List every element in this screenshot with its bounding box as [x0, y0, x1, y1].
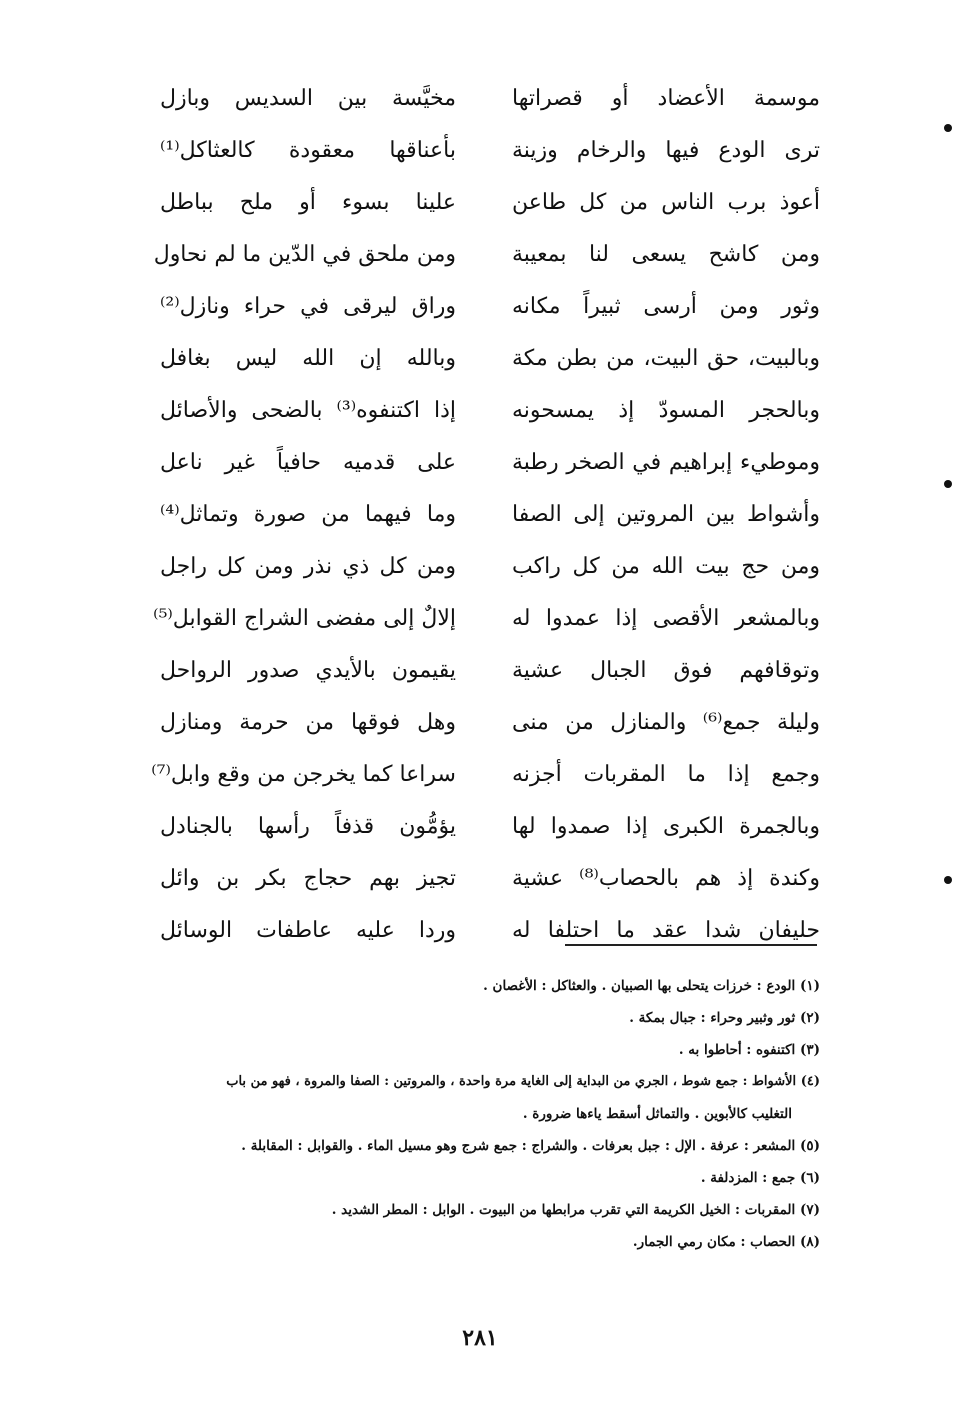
footnote-6: (٦) جمع : المزدلفة . — [700, 1170, 820, 1186]
verse-left-11: إلالٌ إلى مفضى الشراج القوابل⁽⁵⁾ — [153, 606, 456, 631]
verse-right-12: وتوقافهم فوق الجبال عشية — [512, 658, 820, 683]
verse-left-13: وهل فوقها من حرمة ومنازل — [160, 710, 456, 735]
verse-left-2: بأعناقها معقودة كالعثاكل⁽¹⁾ — [160, 138, 456, 163]
footnote-2: (٢) ثور وثبير وحراء : جبال بمكة . — [629, 1010, 820, 1026]
margin-dot — [944, 124, 952, 132]
footnote-4: (٤) الأشواط : جمع شوط ، الجري من البداية إلى الغاية مرة واحدة ، والمروتين : الصفا والمروة ، فهو من باب — [226, 1074, 820, 1089]
verse-right-11: وبالمشعر الأقصى إذا عمدوا له — [512, 606, 820, 631]
verse-left-10: ومن كل ذي نذر ومن كل راجل — [160, 554, 456, 579]
margin-dot — [944, 480, 952, 488]
footnote-1: (١) الودع : خرزات يتحلى بها الصبيان . والعثاكل : الأغصان . — [483, 978, 820, 994]
verse-right-7: وبالحجر المسودّ إذ يمسحونه — [512, 398, 820, 423]
footnote-7: (٧) المقربات : الخيل الكريمة التي تقرب مرابطها من البيوت . الوابل : المطر الشديد . — [331, 1202, 820, 1218]
footnotes — [150, 970, 820, 1258]
verse-right-14: وجمع إذا ما المقربات أجزنه — [512, 762, 820, 787]
verse-right-6: وبالبيت، حق البيت، من بطن مكة — [512, 346, 820, 371]
verse-right-8: وموطيء إبراهيم في الصخر رطبة — [512, 450, 820, 475]
verse-right-1: موسمة الأعضاد أو قصراتها — [512, 86, 820, 111]
verse-right-10: ومن حج بيت الله من كل راكب — [512, 554, 820, 579]
verse-left-17: وردا عليه عاطفات الوسائل — [160, 918, 456, 943]
page-number: ٢٨١ — [462, 1325, 498, 1351]
verse-right-9: وأشواط بين المروتين إلى الصفا — [512, 502, 820, 527]
footnote-5: (٥) المشعر : عرفة . الإل : جبل بعرفات . والشراج : جمع شرج وهو مسيل الماء . والقوابل : المقابلة . — [241, 1138, 820, 1154]
verse-left-7: إذا اكتنفوه⁽³⁾ بالضحى والأصائل — [160, 398, 456, 423]
verse-right-3: أعوذ برب الناس من كل طاعن — [512, 190, 820, 215]
verse-right-5: وثور ومن أرسى ثبيراً مكانه — [512, 294, 820, 319]
verse-right-13: وليلة جمع⁽⁶⁾ والمنازل من منى — [512, 710, 820, 735]
verse-left-1: مخيَّسة بين السديس وبازل — [160, 86, 456, 111]
verse-left-3: علينا بسوء أو ملح بباطل — [160, 190, 456, 215]
verse-left-6: وبالله إن الله ليس بغافل — [160, 346, 456, 371]
footnote-4-continued: التغليب كالأبوين . والتماثل أسقط ياءها ضرورة . — [522, 1106, 792, 1122]
verse-right-2: ترى الودع فيها والرخام وزينة — [512, 138, 820, 163]
footnote-separator — [565, 944, 817, 946]
footnote-8: (٨) الحصاب : مكان رمي الجمار. — [632, 1234, 820, 1250]
verse-left-4: ومن ملحق في الدّين ما لم نحاول — [153, 242, 456, 267]
verse-right-17: حليفان شدا عقد ما احتلفا له — [512, 918, 820, 943]
margin-dot — [944, 876, 952, 884]
poem — [0, 72, 955, 952]
verse-left-14: سراعا كما يخرجن من وقع وابل⁽⁷⁾ — [151, 762, 456, 787]
verse-right-4: ومن كاشح يسعى لنا بمعيبة — [512, 242, 820, 267]
verse-left-8: على قدميه حافياً غير ناعل — [160, 450, 456, 475]
verse-left-12: يقيمون بالأيدي صدور الرواحل — [160, 658, 456, 683]
verse-left-5: وراق ليرقى في حراء ونازل⁽²⁾ — [160, 294, 456, 319]
verse-left-15: يؤمُّون قذفاً رأسها بالجنادل — [160, 814, 456, 839]
footnote-3: (٣) اكتنفوه : أحاطوا به . — [678, 1042, 820, 1058]
verse-left-16: تجيز بهم حجاج بكر بن وائل — [160, 866, 456, 891]
verse-right-16: وكندة إذ هم بالحصاب⁽⁸⁾ عشية — [512, 866, 820, 891]
verse-left-9: وما فيهما من صورة وتماثل⁽⁴⁾ — [160, 502, 456, 527]
verse-right-15: وبالجمرة الكبرى إذا صمدوا لها — [512, 814, 820, 839]
